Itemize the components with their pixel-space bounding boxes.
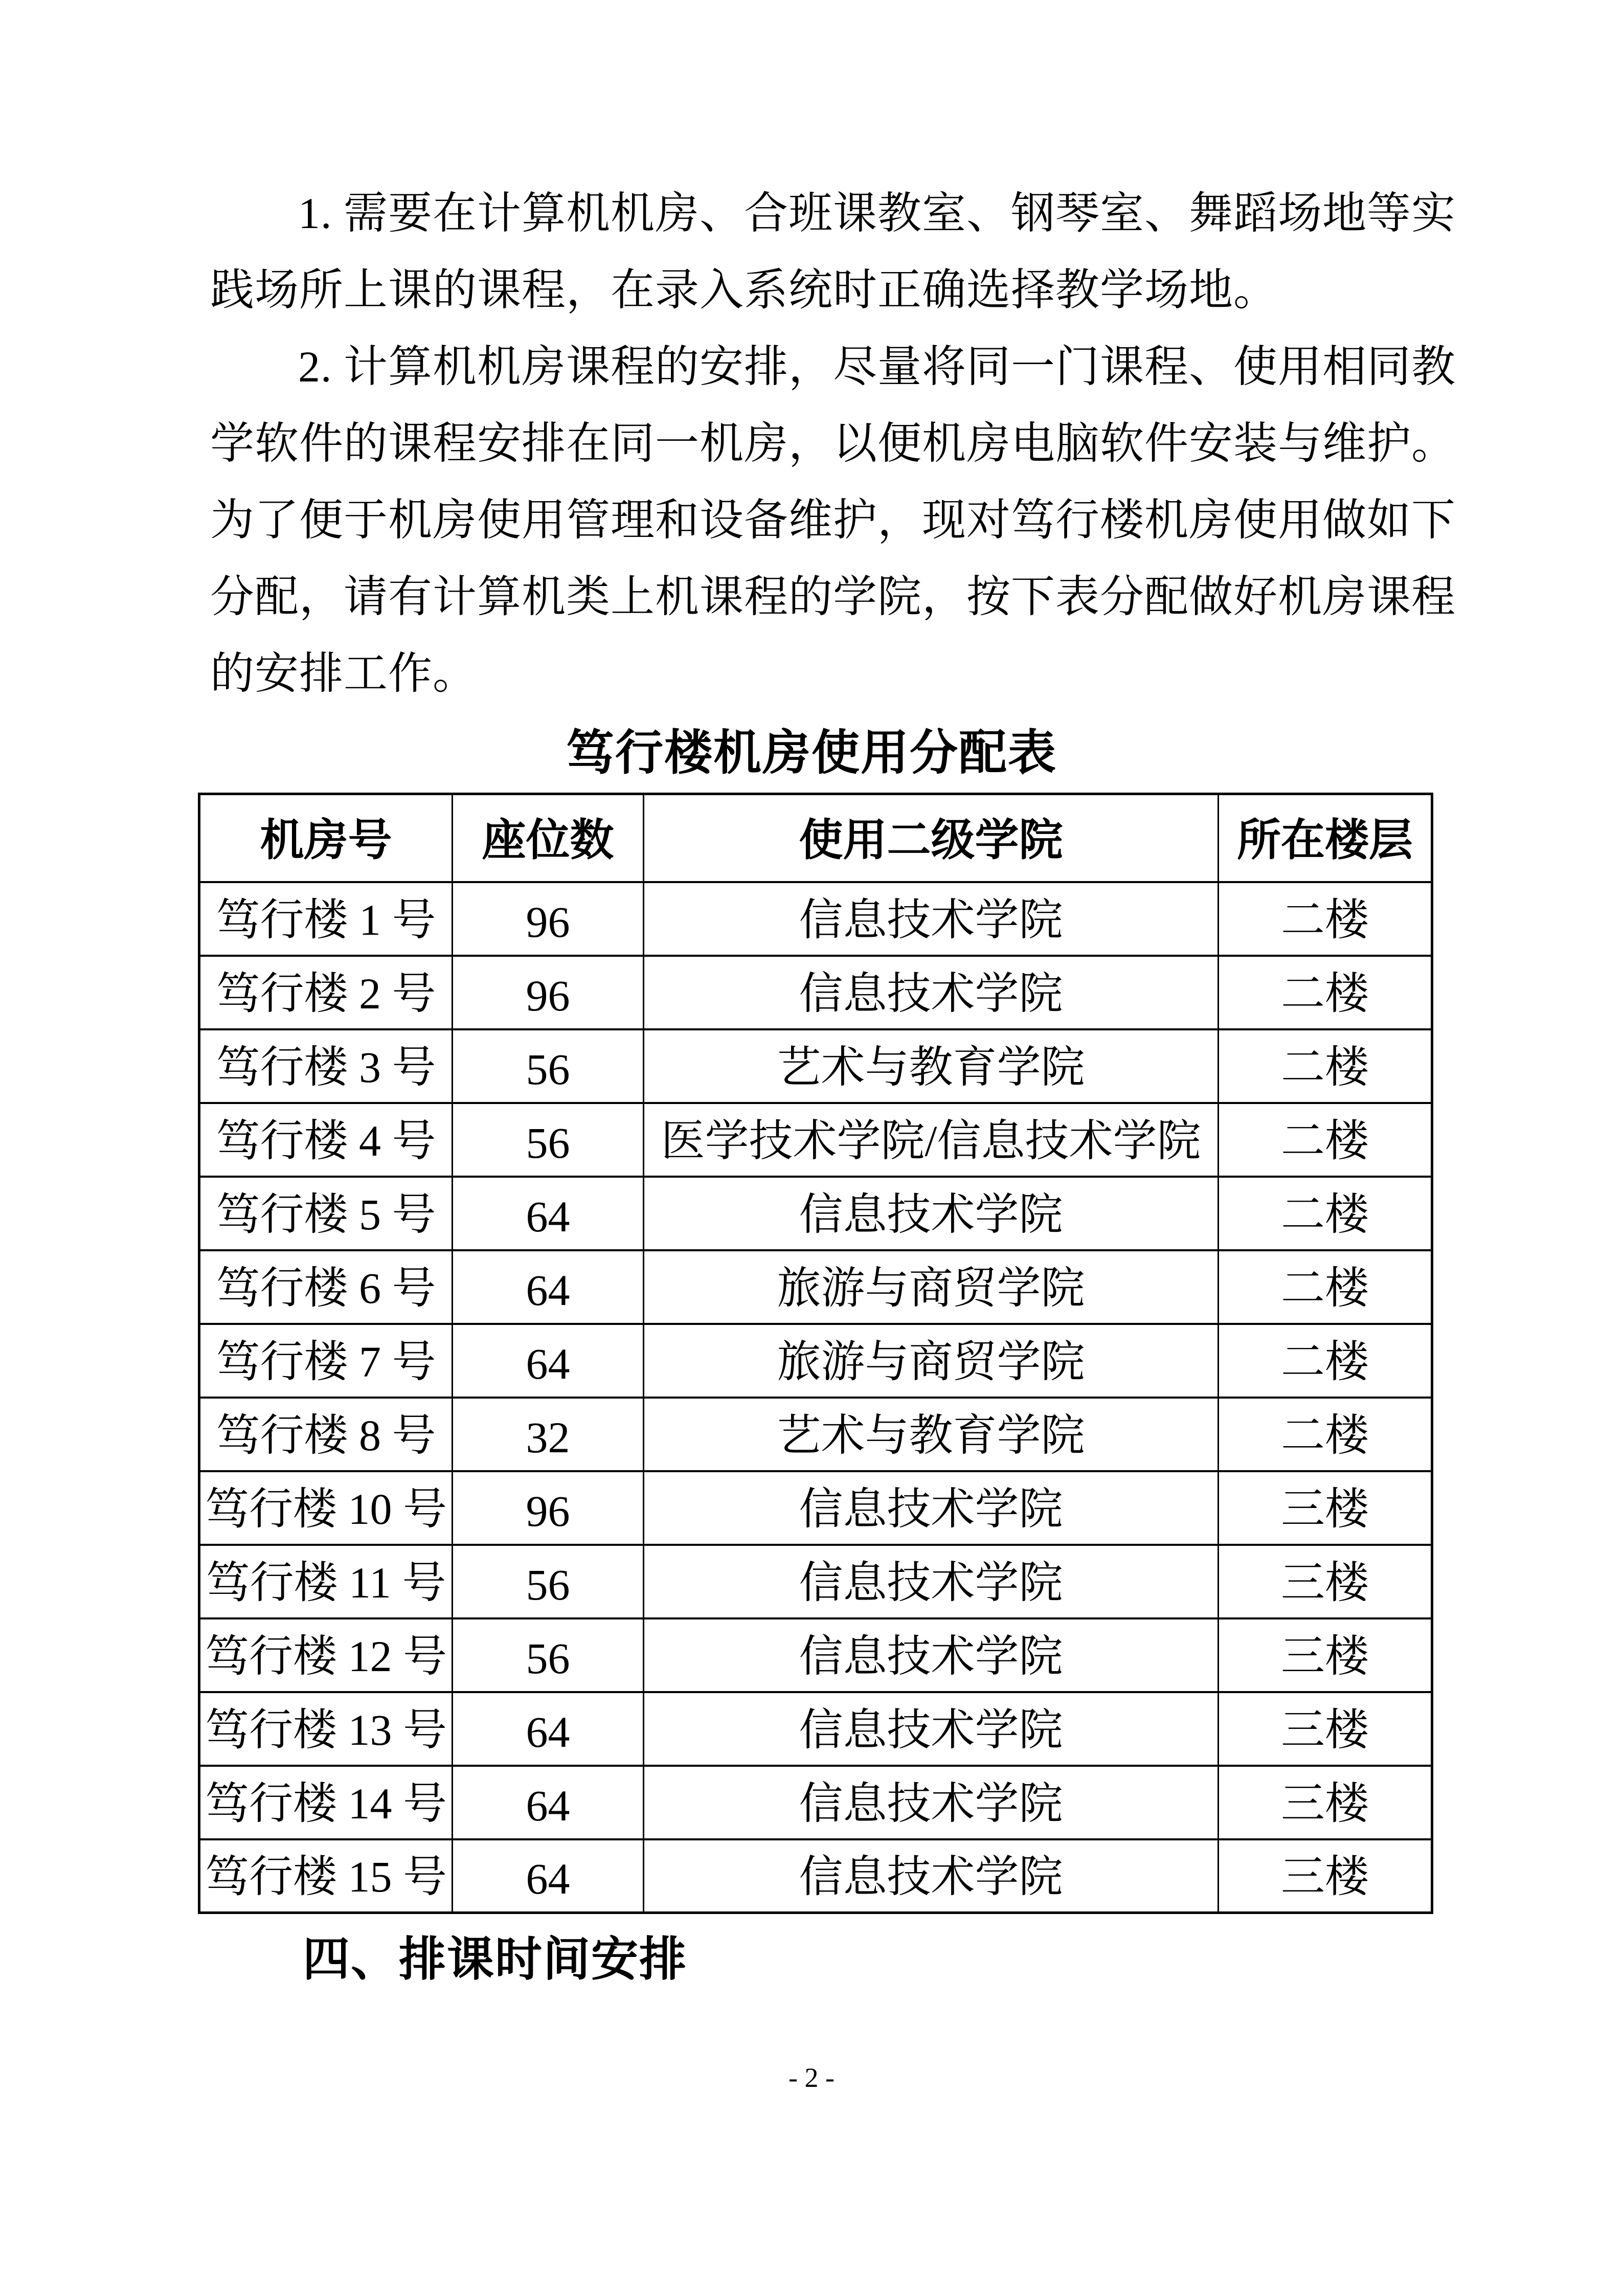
- table-cell: 64: [453, 1839, 644, 1913]
- table-cell: 64: [453, 1324, 644, 1398]
- table-cell: 笃行楼 12 号: [199, 1618, 453, 1692]
- table-cell: 56: [453, 1618, 644, 1692]
- table-cell: 医学技术学院/信息技术学院: [644, 1103, 1219, 1177]
- table-cell: 二楼: [1219, 1029, 1432, 1103]
- table-cell: 笃行楼 6 号: [199, 1250, 453, 1324]
- body-text: [210, 175, 1458, 712]
- paragraph: [210, 175, 1458, 328]
- table-cell: 笃行楼 3 号: [199, 1029, 453, 1103]
- table-cell: 64: [453, 1692, 644, 1766]
- table-cell: 二楼: [1219, 1398, 1432, 1471]
- table-cell: 笃行楼 11 号: [199, 1545, 453, 1618]
- table-row: [199, 1545, 1432, 1618]
- paragraph-line: 2. 计算机机房课程的安排，尽量将同一门课程、使用相同教: [298, 342, 1456, 391]
- table-cell: 56: [453, 1103, 644, 1177]
- table-row: [199, 882, 1432, 956]
- paragraph-line: 1. 需要在计算机机房、合班课教室、钢琴室、舞蹈场地等实: [298, 189, 1456, 238]
- table-cell: 信息技术学院: [644, 1545, 1219, 1618]
- table-cell: 三楼: [1219, 1545, 1432, 1618]
- table-cell: 笃行楼 13 号: [199, 1692, 453, 1766]
- table-cell: 艺术与教育学院: [644, 1398, 1219, 1471]
- table-cell: 笃行楼 15 号: [199, 1839, 453, 1913]
- table-cell: 信息技术学院: [644, 882, 1219, 956]
- table-cell: 信息技术学院: [644, 1471, 1219, 1545]
- table-cell: 旅游与商贸学院: [644, 1324, 1219, 1398]
- table-cell: 三楼: [1219, 1839, 1432, 1913]
- table-row: [199, 1250, 1432, 1324]
- table-row: [199, 1618, 1432, 1692]
- table-cell: 笃行楼 4 号: [199, 1103, 453, 1177]
- table-row: [199, 1839, 1432, 1913]
- page-number: - 2 -: [788, 2062, 835, 2093]
- table-cell: 艺术与教育学院: [644, 1029, 1219, 1103]
- paragraph-line: 学软件的课程安排在同一机房，以便机房电脑软件安装与维护。: [210, 419, 1456, 468]
- table-row: [199, 1324, 1432, 1398]
- paragraph: [210, 328, 1458, 712]
- table-cell: 二楼: [1219, 956, 1432, 1029]
- section-heading: 四、排课时间安排: [303, 1933, 688, 1986]
- table-row: [199, 1103, 1432, 1177]
- table-cell: 二楼: [1219, 1324, 1432, 1398]
- paragraph-line: 的安排工作。: [210, 649, 477, 698]
- table-cell: 笃行楼 14 号: [199, 1766, 453, 1839]
- table-cell: 64: [453, 1766, 644, 1839]
- table-cell: 二楼: [1219, 1250, 1432, 1324]
- table-row: [199, 1177, 1432, 1250]
- table-cell: 三楼: [1219, 1618, 1432, 1692]
- allocation-table: [198, 793, 1433, 1914]
- table-cell: 笃行楼 7 号: [199, 1324, 453, 1398]
- table-cell: 信息技术学院: [644, 1766, 1219, 1839]
- table-cell: 96: [453, 1471, 644, 1545]
- table-cell: 二楼: [1219, 1177, 1432, 1250]
- table-cell: 三楼: [1219, 1766, 1432, 1839]
- paragraph-line: 践场所上课的课程，在录入系统时正确选择教学场地。: [210, 265, 1278, 314]
- table-cell: 三楼: [1219, 1471, 1432, 1545]
- table-cell: 信息技术学院: [644, 1177, 1219, 1250]
- table-cell: 二楼: [1219, 882, 1432, 956]
- table-row: [199, 1766, 1432, 1839]
- table-cell: 笃行楼 5 号: [199, 1177, 453, 1250]
- table-header-row: [199, 794, 1432, 882]
- column-header: 使用二级学院: [644, 794, 1219, 882]
- column-header: 机房号: [199, 794, 453, 882]
- column-header: 座位数: [453, 794, 644, 882]
- table-cell: 笃行楼 2 号: [199, 956, 453, 1029]
- table-row: [199, 1692, 1432, 1766]
- table-cell: 信息技术学院: [644, 1692, 1219, 1766]
- table-cell: 信息技术学院: [644, 1839, 1219, 1913]
- table-row: [199, 1029, 1432, 1103]
- table-cell: 56: [453, 1545, 644, 1618]
- table-cell: 信息技术学院: [644, 1618, 1219, 1692]
- table-cell: 32: [453, 1398, 644, 1471]
- table-cell: 96: [453, 956, 644, 1029]
- column-header: 所在楼层: [1219, 794, 1432, 882]
- paragraph-line: 分配，请有计算机类上机课程的学院，按下表分配做好机房课程: [210, 572, 1456, 621]
- table-row: [199, 956, 1432, 1029]
- table-cell: 96: [453, 882, 644, 956]
- table-cell: 信息技术学院: [644, 956, 1219, 1029]
- table-cell: 三楼: [1219, 1692, 1432, 1766]
- table-cell: 56: [453, 1029, 644, 1103]
- table-cell: 笃行楼 8 号: [199, 1398, 453, 1471]
- table-cell: 64: [453, 1177, 644, 1250]
- table-title: 笃行楼机房使用分配表: [566, 727, 1057, 780]
- table-cell: 旅游与商贸学院: [644, 1250, 1219, 1324]
- table-cell: 笃行楼 10 号: [199, 1471, 453, 1545]
- paragraph-line: 为了便于机房使用管理和设备维护，现对笃行楼机房使用做如下: [210, 496, 1456, 545]
- table-cell: 二楼: [1219, 1103, 1432, 1177]
- table-row: [199, 1471, 1432, 1545]
- table-cell: 笃行楼 1 号: [199, 882, 453, 956]
- table-cell: 64: [453, 1250, 644, 1324]
- table-row: [199, 1398, 1432, 1471]
